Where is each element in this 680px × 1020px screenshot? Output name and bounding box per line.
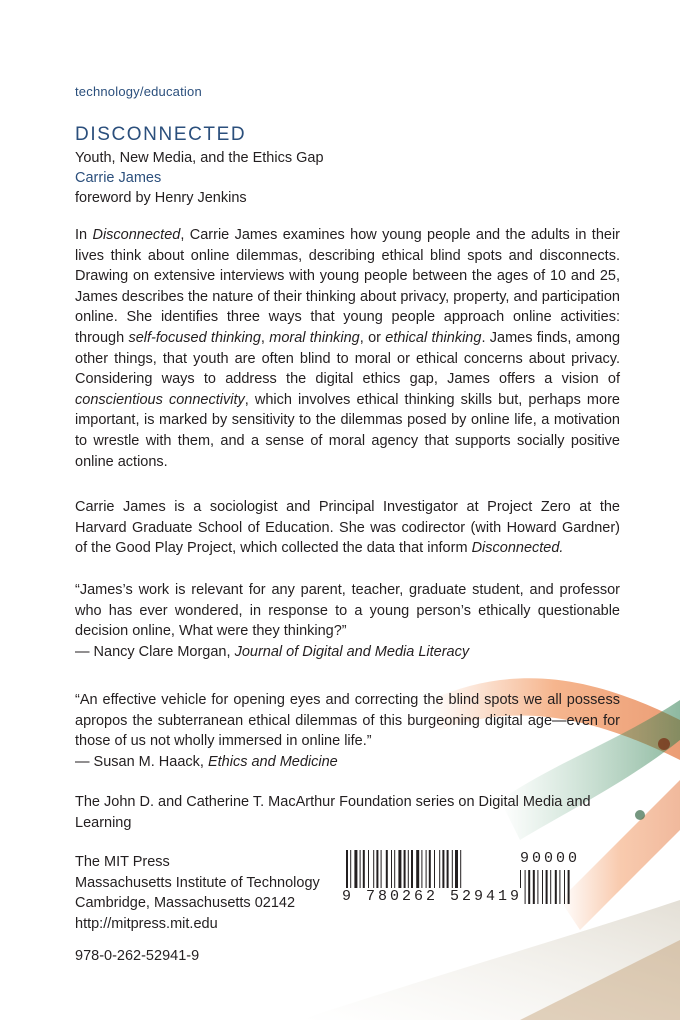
barcode-bar — [386, 850, 388, 890]
barcode-bar — [447, 850, 449, 890]
quote-text: “James’s work is relevant for any parent, teacher, graduate student, and professor who has ever wondered, in response to a young person’s ethically questionable decision online, What were they thinking?” — [75, 582, 620, 640]
quote-attribution: — Susan M. Haack, Ethics and Medicine — [75, 753, 338, 770]
isbn-number: 978-0-262-52941-9 — [75, 948, 200, 964]
barcode-addon-bar — [537, 870, 538, 904]
barcode-bar — [350, 850, 351, 890]
barcode-bar — [442, 850, 444, 890]
barcode-bar — [363, 850, 365, 890]
barcode-addon-digits: 90000 — [520, 850, 581, 867]
book-subtitle: Youth, New Media, and the Ethics Gap — [75, 150, 324, 166]
barcode-addon-bar — [555, 870, 557, 904]
publisher-url[interactable]: http://mitpress.mit.edu — [75, 915, 218, 932]
barcode-bar — [381, 850, 382, 890]
barcode-bar — [452, 850, 453, 890]
barcode-addon-bar — [542, 870, 543, 904]
barcode-bar — [404, 850, 406, 890]
barcode-addon-bar — [550, 870, 551, 904]
category-label: technology/education — [75, 84, 202, 99]
barcode-bar — [394, 850, 395, 890]
barcode-addon-bar — [546, 870, 548, 904]
barcode-bar — [416, 850, 419, 890]
publisher-name: The MIT Press — [75, 854, 170, 870]
barcode-bar — [354, 850, 357, 890]
description-paragraph: In Disconnected, Carrie James examines how young people and the adults in their lives think about online dilemmas, describing ethical blind spots and disconnects. Drawing on extensive interviews with young people between the ages of 10 and 25, James describes the nature of their thinking about privacy, property, and participation online. She identifies three ways that young people approach online activities: through self-focused thinking, moral thinking, or ethical thinking. James finds, among other things, that youth are often blind to moral or ethical concerns about privacy. Considering ways to address the digital ethics gap, James offers a vision of conscientious connectivity, which involves ethical thinking skills but, perhaps more important, is marked by sensitivity to the dilemmas posed by online life, a motivation to wrestle with them, and a sense of moral agency that supports socially positive online actions. — [75, 227, 621, 470]
review-quote — [75, 690, 620, 772]
barcode-digits: 9 780262 529419 — [342, 888, 523, 905]
barcode-bar — [460, 850, 461, 890]
barcode-addon-bar — [525, 870, 526, 904]
barcode-addon-bar — [568, 870, 570, 904]
barcode-bar — [426, 850, 427, 890]
barcode-bar — [439, 850, 440, 890]
barcode-bar — [346, 850, 348, 890]
barcode-bar — [429, 850, 431, 890]
barcode-bar — [391, 850, 392, 890]
quote-attribution: — Nancy Clare Morgan, Journal of Digital and Media Literacy — [75, 643, 470, 660]
publisher-city: Cambridge, Massachusetts 02142 — [75, 895, 296, 912]
barcode-bar — [421, 850, 422, 890]
barcode-addon-bar — [533, 870, 535, 904]
barcode-bar — [455, 850, 458, 890]
barcode-bar — [360, 850, 361, 890]
barcode-addon-bar — [559, 870, 560, 904]
barcode-bar — [408, 850, 409, 890]
book-author: Carrie James — [75, 170, 162, 186]
series-note: The John D. and Catherine T. MacArthur Foundation series on Digital Media and Learning — [75, 794, 591, 831]
barcode-bar — [411, 850, 413, 890]
barcode-addon-bar — [564, 870, 565, 904]
review-quote — [75, 580, 620, 662]
quote-text: “An effective vehicle for opening eyes and correcting the blind spots we all possess apropos the subterranean ethical dilemmas of this burgeoning digital age—even for those of us not wholly immersed in online life.” — [75, 692, 620, 750]
barcode-bar — [373, 850, 374, 890]
barcode-bar — [398, 850, 401, 890]
barcode-bar — [376, 850, 378, 890]
author-bio: Carrie James is a sociologist and Principal Investigator at Project Zero at the Harvard Graduate School of Education. She was codirector (with Howard Gardner) of the Good Play Project, which collected the data that inform Disconnected. — [75, 499, 620, 557]
barcode-bar — [434, 850, 435, 890]
book-title: DISCONNECTED — [75, 124, 247, 145]
publisher-institute: Massachusetts Institute of Technology — [75, 874, 320, 891]
barcode-bar — [368, 850, 369, 890]
book-foreword: foreword by Henry Jenkins — [75, 190, 247, 206]
barcode-addon-bar — [528, 870, 530, 904]
publisher-block — [75, 852, 320, 934]
